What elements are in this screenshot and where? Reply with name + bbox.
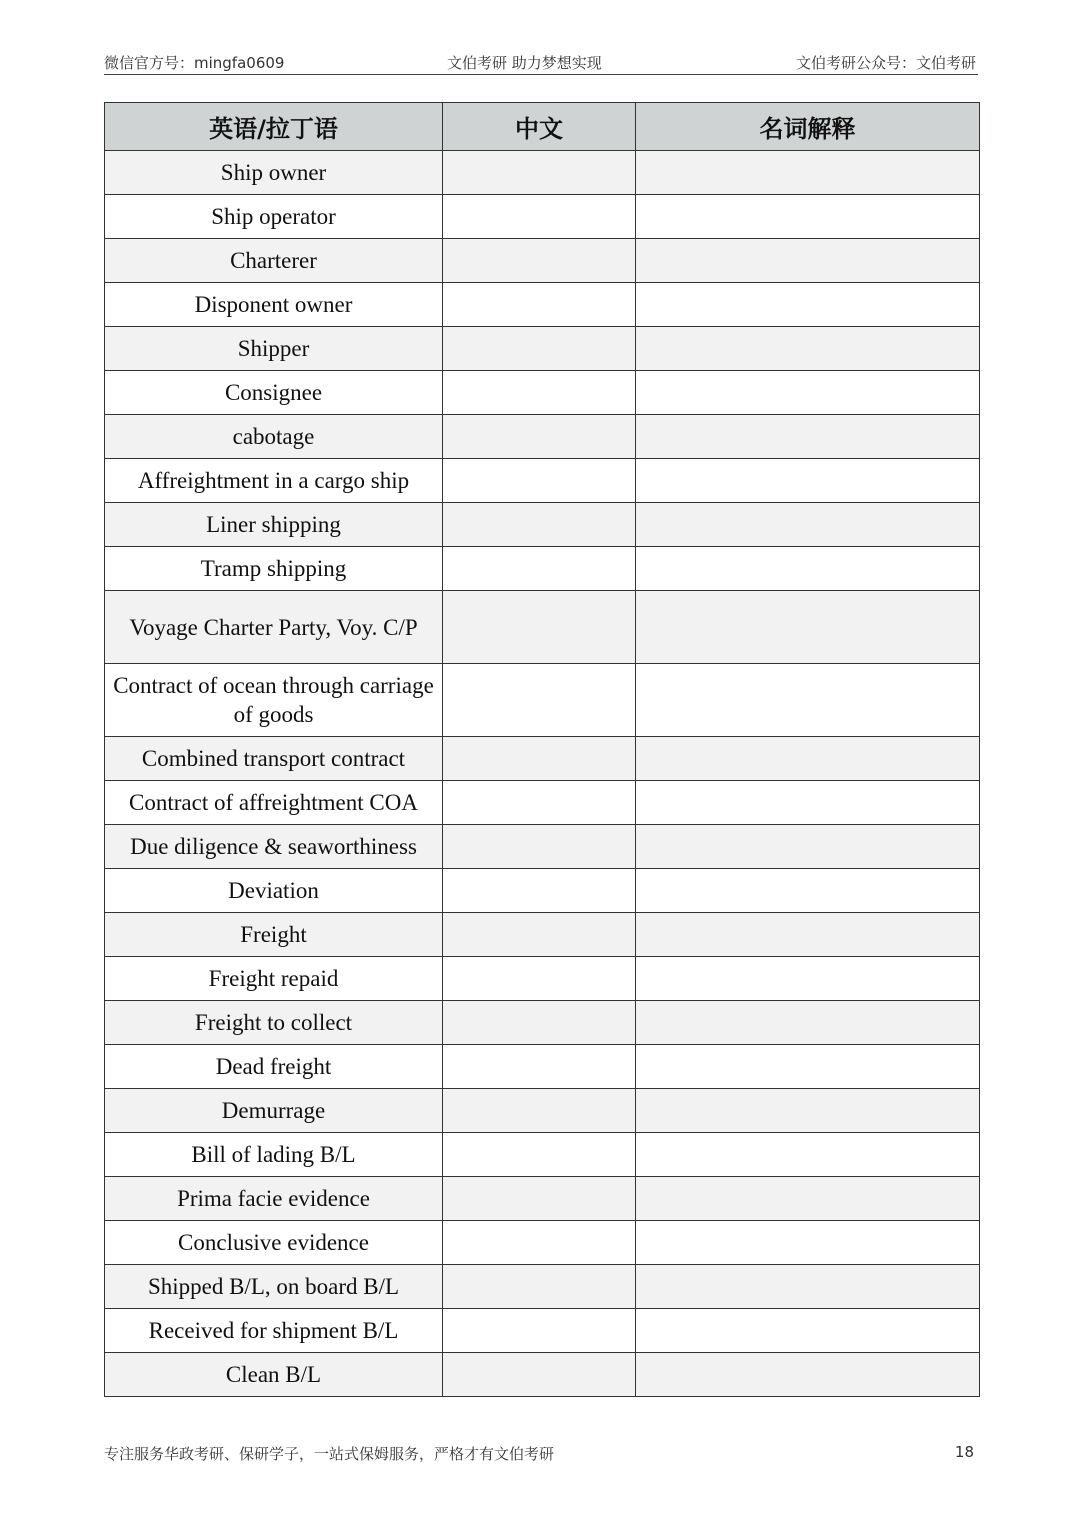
table-row [105, 239, 980, 283]
table-row [105, 503, 980, 547]
table-row [105, 1133, 980, 1177]
cell-chinese [443, 1001, 636, 1045]
table-row [105, 1177, 980, 1221]
cell-definition [636, 591, 980, 664]
table-row [105, 1045, 980, 1089]
cell-term: Shipper [105, 327, 443, 371]
header-public-account: 文伯考研公众号：文伯考研 [795, 54, 976, 72]
cell-chinese [443, 664, 636, 737]
table-row [105, 151, 980, 195]
cell-definition [636, 825, 980, 869]
cell-definition [636, 1001, 980, 1045]
table-row [105, 957, 980, 1001]
cell-definition [636, 1045, 980, 1089]
cell-definition [636, 664, 980, 737]
table-row [105, 664, 980, 737]
cell-chinese [443, 547, 636, 591]
cell-definition [636, 737, 980, 781]
cell-term: Charterer [105, 239, 443, 283]
table-row [105, 1309, 980, 1353]
cell-chinese [443, 913, 636, 957]
cell-chinese [443, 1089, 636, 1133]
table-row [105, 1089, 980, 1133]
cell-definition [636, 1265, 980, 1309]
cell-definition [636, 283, 980, 327]
column-header-english-latin: 英语/拉丁语 [105, 103, 443, 151]
cell-term: Freight repaid [105, 957, 443, 1001]
cell-definition [636, 1177, 980, 1221]
cell-definition [636, 781, 980, 825]
cell-chinese [443, 591, 636, 664]
cell-chinese [443, 1133, 636, 1177]
cell-chinese [443, 371, 636, 415]
cell-chinese [443, 195, 636, 239]
cell-chinese [443, 415, 636, 459]
page-header [104, 50, 978, 75]
column-header-definition: 名词解释 [636, 103, 980, 151]
cell-term: Tramp shipping [105, 547, 443, 591]
footer-slogan: 专注服务华政考研、保研学子，一站式保姆服务，严格才有文伯考研 [104, 1445, 555, 1463]
cell-definition [636, 547, 980, 591]
table-row [105, 283, 980, 327]
table-row [105, 1221, 980, 1265]
cell-term: Clean B/L [105, 1353, 443, 1397]
cell-term: Disponent owner [105, 283, 443, 327]
cell-term: Ship owner [105, 151, 443, 195]
cell-definition [636, 371, 980, 415]
cell-chinese [443, 1353, 636, 1397]
table-row [105, 1001, 980, 1045]
column-header-chinese: 中文 [443, 103, 636, 151]
table-row [105, 591, 980, 664]
cell-definition [636, 1353, 980, 1397]
cell-term: Contract of affreightment COA [105, 781, 443, 825]
cell-term: Due diligence & seaworthiness [105, 825, 443, 869]
vocabulary-table [104, 102, 980, 1397]
cell-chinese [443, 1221, 636, 1265]
cell-definition [636, 327, 980, 371]
table-row [105, 869, 980, 913]
cell-definition [636, 195, 980, 239]
cell-term: Combined transport contract [105, 737, 443, 781]
table-row [105, 913, 980, 957]
cell-term: Demurrage [105, 1089, 443, 1133]
cell-definition [636, 239, 980, 283]
cell-chinese [443, 503, 636, 547]
cell-term: cabotage [105, 415, 443, 459]
cell-definition [636, 415, 980, 459]
cell-chinese [443, 825, 636, 869]
cell-definition [636, 503, 980, 547]
table-header-row [105, 103, 980, 151]
cell-definition [636, 869, 980, 913]
table-row [105, 547, 980, 591]
cell-chinese [443, 283, 636, 327]
cell-term: Affreightment in a cargo ship [105, 459, 443, 503]
table-row [105, 195, 980, 239]
cell-term: Deviation [105, 869, 443, 913]
table-row [105, 415, 980, 459]
table-row [105, 1353, 980, 1397]
cell-chinese [443, 869, 636, 913]
cell-term: Conclusive evidence [105, 1221, 443, 1265]
cell-chinese [443, 1309, 636, 1353]
cell-term: Shipped B/L, on board B/L [105, 1265, 443, 1309]
cell-term: Voyage Charter Party, Voy. C/P [105, 591, 443, 664]
cell-definition [636, 1089, 980, 1133]
cell-term: Freight [105, 913, 443, 957]
cell-term: Liner shipping [105, 503, 443, 547]
table-row [105, 781, 980, 825]
cell-chinese [443, 1265, 636, 1309]
cell-chinese [443, 459, 636, 503]
page-number: 18 [954, 1443, 974, 1461]
cell-term: Freight to collect [105, 1001, 443, 1045]
cell-term: Consignee [105, 371, 443, 415]
cell-term: Received for shipment B/L [105, 1309, 443, 1353]
cell-chinese [443, 781, 636, 825]
cell-definition [636, 151, 980, 195]
cell-chinese [443, 239, 636, 283]
table-row [105, 825, 980, 869]
table-row [105, 327, 980, 371]
cell-term: Bill of lading B/L [105, 1133, 443, 1177]
cell-term: Contract of ocean through carriage of goods [105, 664, 443, 737]
cell-chinese [443, 957, 636, 1001]
cell-definition [636, 1133, 980, 1177]
cell-definition [636, 1221, 980, 1265]
cell-chinese [443, 151, 636, 195]
table-body [105, 151, 980, 1397]
header-slogan: 文伯考研 助力梦想实现 [447, 54, 602, 72]
table-row [105, 459, 980, 503]
cell-chinese [443, 1177, 636, 1221]
cell-term: Prima facie evidence [105, 1177, 443, 1221]
cell-definition [636, 913, 980, 957]
cell-definition [636, 1309, 980, 1353]
header-wechat-id: 微信官方号：mingfa0609 [104, 54, 285, 72]
cell-chinese [443, 737, 636, 781]
cell-chinese [443, 1045, 636, 1089]
cell-definition [636, 459, 980, 503]
cell-term: Dead freight [105, 1045, 443, 1089]
table-row [105, 1265, 980, 1309]
cell-term: Ship operator [105, 195, 443, 239]
page-footer [104, 1443, 978, 1465]
cell-chinese [443, 327, 636, 371]
table-row [105, 371, 980, 415]
table-row [105, 737, 980, 781]
cell-definition [636, 957, 980, 1001]
